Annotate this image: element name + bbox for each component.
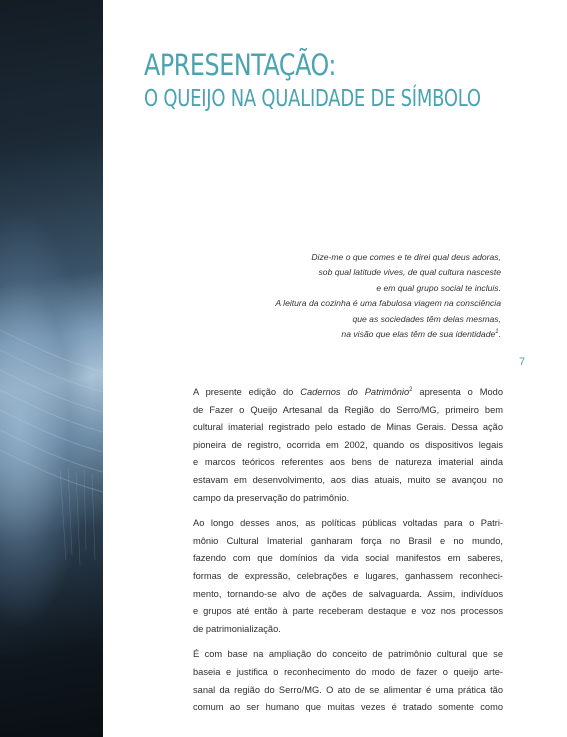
body-line: É com base na ampliação do conceito de patrimônio cultural que se xyxy=(193,649,503,660)
page-subtitle: O QUEIJO NA QUALIDADE DE SÍMBOLO xyxy=(144,86,481,112)
epigraph-line: sob qual latitude vives, de qual cultura nasceste xyxy=(318,267,501,278)
epigraph-line-text: na visão que elas têm de sua identidade xyxy=(341,329,496,340)
page-title: APRESENTAÇÃO: xyxy=(144,48,337,82)
footnote-marker: 1 xyxy=(495,329,499,336)
body-line: comum ao ser humano que muitas vezes é tratado somente como xyxy=(193,702,503,713)
photo-texture xyxy=(0,0,103,737)
publication-title: Cadernos do Patrimônio xyxy=(300,387,410,397)
body-line xyxy=(193,384,503,402)
epigraph-line-last xyxy=(201,327,501,342)
paragraph-3 xyxy=(193,646,503,716)
body-line: campo da preservação do patrimônio. xyxy=(193,492,350,503)
body-line: e marcos teóricos referentes aos bens de natureza imaterial ainda xyxy=(193,457,503,468)
body-line: e grupos até então à parte receberam destaque e voz nos processos xyxy=(193,606,503,617)
epigraph-end-punct: . xyxy=(498,329,501,340)
line-text: apresenta o Modo xyxy=(412,387,503,397)
body-line: mônio Cultural Imaterial ganharam força no Brasil e no mundo, xyxy=(193,535,503,546)
paragraph-1 xyxy=(193,384,503,507)
body-line: sanal da região do Serro/MG. O ato de se alimentar é uma prática tão xyxy=(193,684,503,695)
body-text xyxy=(193,384,503,725)
epigraph xyxy=(201,250,501,342)
epigraph-line: A leitura da cozinha é uma fabulosa viagem na consciência xyxy=(275,298,501,309)
body-line: baseia e justifica o reconhecimento do modo de fazer o queijo arte- xyxy=(193,666,503,677)
body-line: pioneira de registro, ocorrida em 2002, quando os dispositivos legais xyxy=(193,439,503,450)
body-line: de patrimonialização. xyxy=(193,623,281,634)
epigraph-line: e em qual grupo social te incluis. xyxy=(376,282,501,293)
paragraph-2 xyxy=(193,515,503,638)
body-line: estavam em desenvolvimento, aos dias atuais, muito se avançou no xyxy=(193,474,503,485)
line-text: A presente edição do xyxy=(193,387,301,397)
body-line: formas de expressão, celebrações e lugares, ganhassem reconheci- xyxy=(193,570,503,581)
body-line: mento, tornando-se alvo de ações de salvaguarda. Assim, indivíduos xyxy=(193,588,503,599)
cover-photo-strip xyxy=(0,0,103,737)
epigraph-line: Dize-me o que comes e te direi qual deus adoras, xyxy=(311,252,501,262)
page-number: 7 xyxy=(519,356,526,368)
body-line: cultural imaterial registrado pelo estado de Minas Gerais. Dessa ação xyxy=(193,422,503,433)
epigraph-line: que as sociedades têm delas mesmas, xyxy=(352,313,501,324)
body-line: de Fazer o Queijo Artesanal da Região do Serro/MG, primeiro bem xyxy=(193,404,503,415)
footnote-marker: 2 xyxy=(409,386,413,393)
body-line: fazendo com que domínios da vida social manifestos em saberes, xyxy=(193,553,503,564)
body-line: Ao longo desses anos, as políticas públicas voltadas para o Patri- xyxy=(193,518,503,529)
